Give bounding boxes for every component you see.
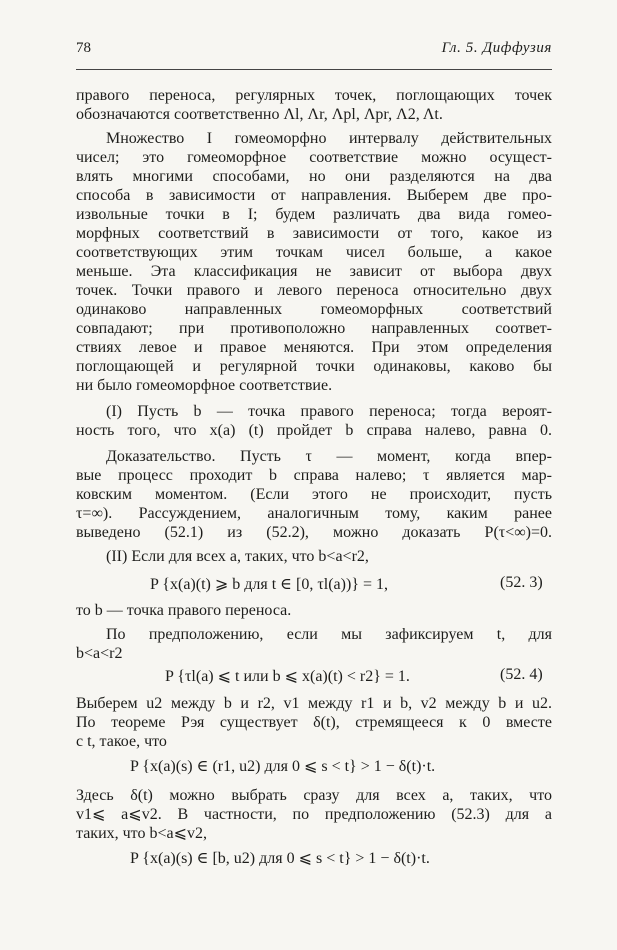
equation-number-52-4: (52. 4) bbox=[500, 666, 543, 683]
text-line: соответствующих этим точкам чисел больше, а какое bbox=[76, 244, 552, 261]
text-line: таких, что b<a⩽v2, bbox=[76, 825, 207, 842]
text-line: b<a<r2 bbox=[76, 645, 123, 662]
text-line: (II) Если для всех a, таких, что b<a<r2, bbox=[106, 548, 369, 565]
header-rule bbox=[76, 69, 552, 70]
text-line: выведено (52.1) из (52.2), можно доказать P(τ<∞)=0. bbox=[76, 524, 552, 541]
text-line: обозначаются соответственно Λl, Λr, Λpl, Λpr, Λ2, Λt. bbox=[76, 106, 443, 123]
formula-52-3: P {x(a)(t) ⩾ b для t ∈ [0, τl(a))} = 1, bbox=[150, 576, 389, 593]
formula-probability-1: P {x(a)(s) ∈ (r1, u2) для 0 ⩽ s < t} > 1 − δ(t)·t. bbox=[130, 758, 436, 775]
text-line: ствиях левое и правое меняются. При этом определения bbox=[76, 339, 552, 356]
text-line: влять многими способами, но они разделяются на два bbox=[76, 168, 552, 185]
text-line: τ=∞). Рассуждением, аналогичным тому, каким ранее bbox=[76, 505, 552, 522]
text-line: правого переноса, регулярных точек, поглощающих точек bbox=[76, 87, 552, 104]
text-line: ность того, что x(a) (t) пройдет b справа налево, равна 0. bbox=[76, 422, 552, 439]
text-line: ковским моментом. (Если этого не происходит, пусть bbox=[76, 486, 552, 503]
text-line: По теореме Рэя существует δ(t), стремящееся к 0 вместе bbox=[76, 714, 552, 731]
text-line: (I) Пусть b — точка правого переноса; тогда вероят- bbox=[106, 403, 552, 420]
text-line: По предположению, если мы зафиксируем t, для bbox=[106, 626, 552, 643]
text-line: поглощающей и регулярной точки одинаковы, каково бы bbox=[76, 358, 552, 375]
text-line: Здесь δ(t) можно выбрать сразу для всех a, таких, что bbox=[76, 787, 552, 804]
text-line: то b — точка правого переноса. bbox=[76, 602, 292, 619]
text-line: вые процесс проходит b справа налево; τ является мар- bbox=[76, 467, 552, 484]
text-line: с t, такое, что bbox=[76, 733, 167, 750]
text-line: меньше. Эта классификация не зависит от выбора двух bbox=[76, 263, 552, 280]
text-line: Выберем u2 между b и r2, v1 между r1 и b, v2 между b и u2. bbox=[76, 695, 552, 712]
text-line: Множество I гомеоморфно интервалу действительных bbox=[106, 130, 552, 147]
text-line: одинаково направленных гомеоморфных соответствий bbox=[76, 301, 552, 318]
text-line: совпадают; при противоположно направленных соответ- bbox=[76, 320, 552, 337]
running-title: Гл. 5. Диффузия bbox=[441, 40, 552, 56]
formula-probability-2: P {x(a)(s) ∈ [b, u2) для 0 ⩽ s < t} > 1 − δ(t)·t. bbox=[130, 850, 430, 867]
text-line: чисел; это гомеоморфное соответствие можно осущест- bbox=[76, 149, 552, 166]
text-line: точек. Точки правого и левого переноса относительно двух bbox=[76, 282, 552, 299]
equation-number-52-3: (52. 3) bbox=[500, 574, 543, 591]
text-line: v1⩽ a⩽v2. В частности, по предположению (52.3) для a bbox=[76, 806, 552, 823]
text-line: способа в зависимости от направления. Выберем две про- bbox=[76, 187, 552, 204]
text-line: Доказательство. Пусть τ — момент, когда впер- bbox=[106, 448, 552, 465]
text-line: извольные точки в I; будем различать два вида гомео- bbox=[76, 206, 552, 223]
text-line: ни было гомеоморфное соответствие. bbox=[76, 377, 333, 394]
formula-52-4: P {τl(a) ⩽ t или b ⩽ x(a)(t) < r2} = 1. bbox=[165, 668, 410, 685]
page-number: 78 bbox=[76, 40, 91, 56]
text-line: морфных соответствий в зависимости от того, какое из bbox=[76, 225, 552, 242]
page-header bbox=[76, 40, 552, 62]
